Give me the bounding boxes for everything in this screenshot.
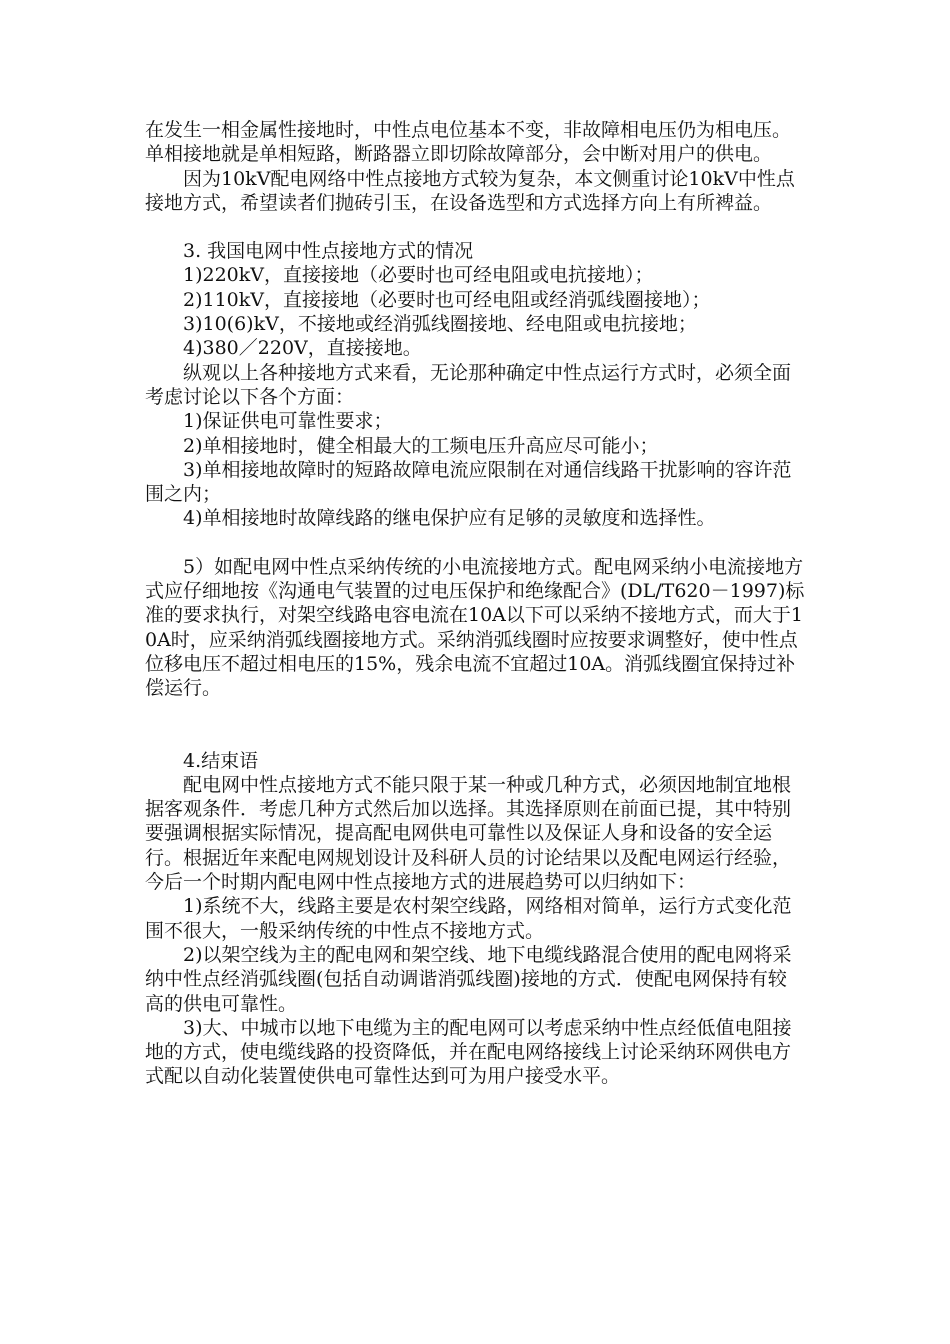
section-heading-4: 4.结束语 [183,749,259,772]
list-item-trend-2: 2)以架空线为主的配电网和架空线、地下电缆线路混合使用的配电网将采纳中性点经消弧线圈(包括自动调谐消弧线圈)接地的方式．使配电网保持有较高的供电可靠性。 [145,943,792,1015]
list-item-trend-3: 3)大、中城市以地下电缆为主的配电网可以考虑采纳中性点经低值电阻接地的方式，使电缆线路的投资降低，并在配电网络接线上讨论采纳环网供电方式配以自动化装置使供电可靠性达到可为用户接受水平。 [145,1016,792,1088]
list-item-trend-1: 1)系统不大，线路主要是农村架空线路，网络相对简单，运行方式变化范围不很大，一般采纳传统的中性点不接地方式。 [145,895,792,942]
spacer [145,215,805,239]
spacer [145,531,805,555]
paragraph-intro: 因为10kV配电网络中性点接地方式较为复杂，本文侧重讨论10kV中性点接地方式，希望读者们抛砖引玉，在设备选型和方式选择方向上有所裨益。 [145,167,795,214]
list-item-110kv: 2)110kV，直接接地（必要时也可经电阻或经消弧线圈接地）； [183,288,711,311]
document-body [145,118,805,1089]
list-item-relay-protection: 4)单相接地时故障线路的继电保护应有足够的灵敏度和选择性。 [183,507,716,530]
paragraph-conclusion: 配电网中性点接地方式不能只限于某一种或几种方式，必须因地制宜地根据客观条件．考虑几种方式然后加以选择。其选择原则在前面已提，其中特别要强调根据实际情况，提高配电网供电可靠性以及保证人身和设备的安全运行。根据近年来配电网规划设计及科研人员的讨论结果以及配电网运行经验，今后一个时期内配电网中性点接地方式的进展趋势可以归纳如下： [145,773,792,894]
paragraph-considerations: 纵观以上各种接地方式来看，无论那种确定中性点运行方式时，必须全面考虑讨论以下各个方面： [145,361,792,408]
list-item-fault-current: 3)单相接地故障时的短路故障电流应限制在对通信线路干扰影响的容许范围之内； [145,458,792,506]
paragraph-small-current: 5）如配电网中性点采纳传统的小电流接地方式。配电网采纳小电流接地方式应仔细地按《沟通电气装置的过电压保护和绝缘配合》(DL/T620－1997)标准的要求执行，对架空线路电容电流在10A以下可以采纳不接地方式，而大于10A时，应采纳消弧线圈接地方式。采纳消弧线圈时应按要求调整好，使中性点位移电压不超过相电压的15%，残余电流不宜超过10A。消弧线圈宜保持过补偿运行。 [145,555,805,700]
list-item-380v: 4)380／220V，直接接地。 [183,337,422,360]
spacer [145,701,805,749]
paragraph-continuation: 在发生一相金属性接地时，中性点电位基本不变，非故障相电压仍为相电压。单相接地就是单相短路，断路器立即切除故障部分，会中断对用户的供电。 [145,119,792,166]
list-item-10kv: 3)10(6)kV，不接地或经消弧线圈接地、经电阻或电抗接地； [183,313,697,336]
section-heading-3: 3. 我国电网中性点接地方式的情况 [183,240,474,263]
list-item-voltage-rise: 2)单相接地时，健全相最大的工频电压升高应尽可能小； [183,434,659,457]
list-item-reliability: 1)保证供电可靠性要求； [183,410,393,433]
list-item-220kv: 1)220kV，直接接地（必要时也可经电阻或电抗接地）； [183,264,654,287]
